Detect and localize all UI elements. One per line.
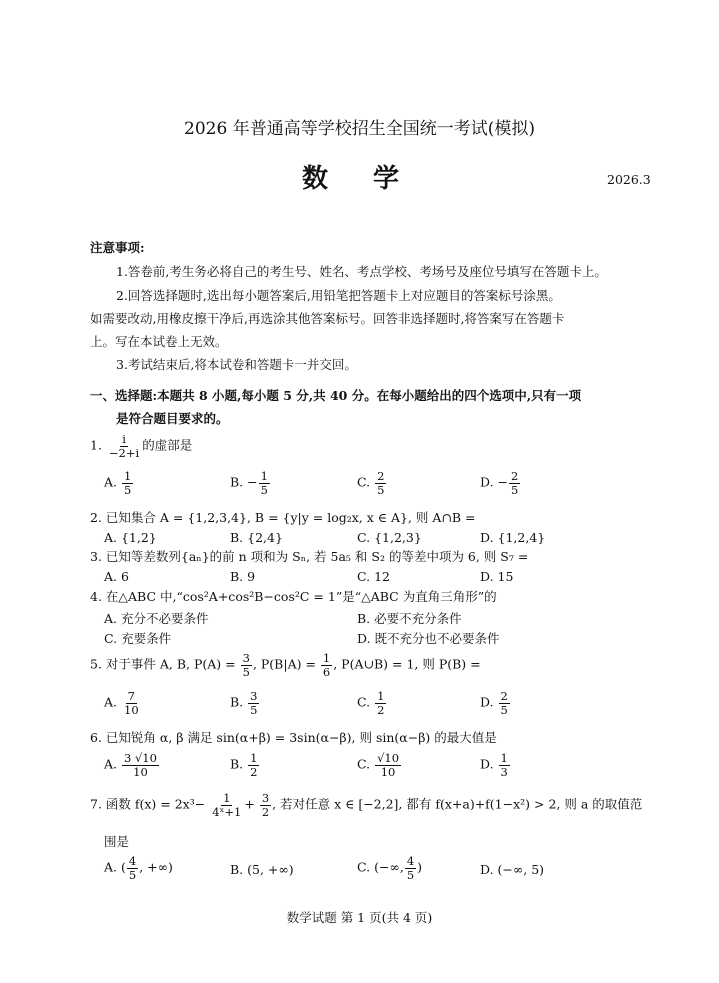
q7-option-c: C. (−∞, $\frac{4}{5}$ ) <box>357 854 423 882</box>
q1-option-d: D. − $\frac{2}{5}$ <box>480 469 519 497</box>
q4-option-a: A. 充分不必要条件 <box>104 611 209 626</box>
notes-heading: 注意事项: <box>90 240 145 255</box>
section-heading: 一、选择题:本题共 8 小题,每小题 5 分,共 40 分。在每小题给出的四个选项中,只有一项 <box>90 388 582 403</box>
q6-option-b: B. $\frac{1}{2}$ <box>230 751 258 779</box>
q5-option-a: A. $\frac{7}{10}$ <box>104 689 139 717</box>
q2-option-b: B. {2,4} <box>230 530 283 545</box>
exam-date: 2026.3 <box>607 172 651 187</box>
q2-option-a: A. {1,2} <box>104 530 157 545</box>
question-4-stem: 4. 在△ABC 中,“cos²A+cos²B−cos²C = 1”是“△ABC 为直角三角形”的 <box>90 589 497 604</box>
question-7-stem-cont: 围是 <box>104 834 130 849</box>
question-3-stem: 3. 已知等差数列{aₙ}的前 n 项和为 Sₙ, 若 5a₅ 和 S₂ 的等差中项为 6, 则 S₇ = <box>90 549 529 564</box>
q4-option-b: B. 必要不充分条件 <box>357 611 462 626</box>
page-footer: 数学试题 第 1 页(共 4 页) <box>286 910 433 925</box>
q6-option-d: D. $\frac{1}{3}$ <box>480 751 508 779</box>
note-item: 2.回答选择题时,选出每小题答案后,用铅笔把答题卡上对应题目的答案标号涂黑。 <box>116 288 561 303</box>
q1-option-a: A. $\frac{1}{5}$ <box>104 469 132 497</box>
q4-option-c: C. 充要条件 <box>104 631 172 646</box>
q7-option-a: A. ( $\frac{4}{5}$ , +∞) <box>104 854 173 882</box>
note-item: 上。写在本试卷上无效。 <box>90 334 228 349</box>
exam-title: 2026 年普通高等学校招生全国统一考试(模拟) <box>184 119 535 139</box>
q1-option-b: B. − $\frac{1}{5}$ <box>230 469 268 497</box>
question-1-stem: 1. $\frac{i}{-2+i}$ 的虚部是 <box>90 432 193 460</box>
q3-option-c: C. 12 <box>357 569 390 584</box>
q6-option-c: C. $\frac{√10}{10}$ <box>357 751 400 779</box>
question-2-stem: 2. 已知集合 A = {1,2,3,4}, B = {y|y = log₂x, x ∈ A}, 则 A∩B = <box>90 510 476 525</box>
section-heading-cont: 是符合题目要求的。 <box>116 411 229 426</box>
question-7-stem: 7. 函数 f(x) = 2x³− $\frac{1}{\text{4ˣ+1}}$ + $\frac{3}{2}$ , 若对任意 x ∈ [−2,2], 都有 f(x+a)+f(1−x²) > 2, 则 a 的取值范 <box>90 791 643 819</box>
question-6-stem: 6. 已知锐角 α, β 满足 sin(α+β) = 3sin(α−β), 则 sin(α−β) 的最大值是 <box>90 730 497 745</box>
q5-option-d: D. $\frac{2}{5}$ <box>480 689 508 717</box>
subject-title: 数 学 <box>301 164 418 194</box>
q1-option-c: C. $\frac{2}{5}$ <box>357 469 385 497</box>
q6-option-a: A. $\frac{3 √10}{10}$ <box>104 751 157 779</box>
q5-option-c: C. $\frac{1}{2}$ <box>357 689 385 717</box>
q3-option-d: D. 15 <box>480 569 514 584</box>
note-item: 1.答卷前,考生务必将自己的考生号、姓名、考点学校、考场号及座位号填写在答题卡上。 <box>116 264 607 279</box>
q2-option-c: C. {1,2,3} <box>357 530 422 545</box>
q4-option-d: D. 既不充分也不必要条件 <box>357 631 500 646</box>
question-5-stem: 5. 对于事件 A, B, P(A) = $\frac{3}{5}$ , P(B|A) = $\frac{1}{6}$ , P(A∪B) = 1, 则 P(B) = <box>90 651 481 679</box>
q3-option-a: A. 6 <box>104 569 129 584</box>
q2-option-d: D. {1,2,4} <box>480 530 546 545</box>
q3-option-b: B. 9 <box>230 569 256 584</box>
q5-option-b: B. $\frac{3}{5}$ <box>230 689 258 717</box>
note-item: 如需要改动,用橡皮擦干净后,再选涂其他答案标号。回答非选择题时,将答案写在答题卡 <box>90 311 565 326</box>
note-item: 3.考试结束后,将本试卷和答题卡一并交回。 <box>116 357 357 372</box>
q7-option-d: D. (−∞, 5) <box>480 862 545 877</box>
q7-option-b: B. (5, +∞) <box>230 862 294 877</box>
